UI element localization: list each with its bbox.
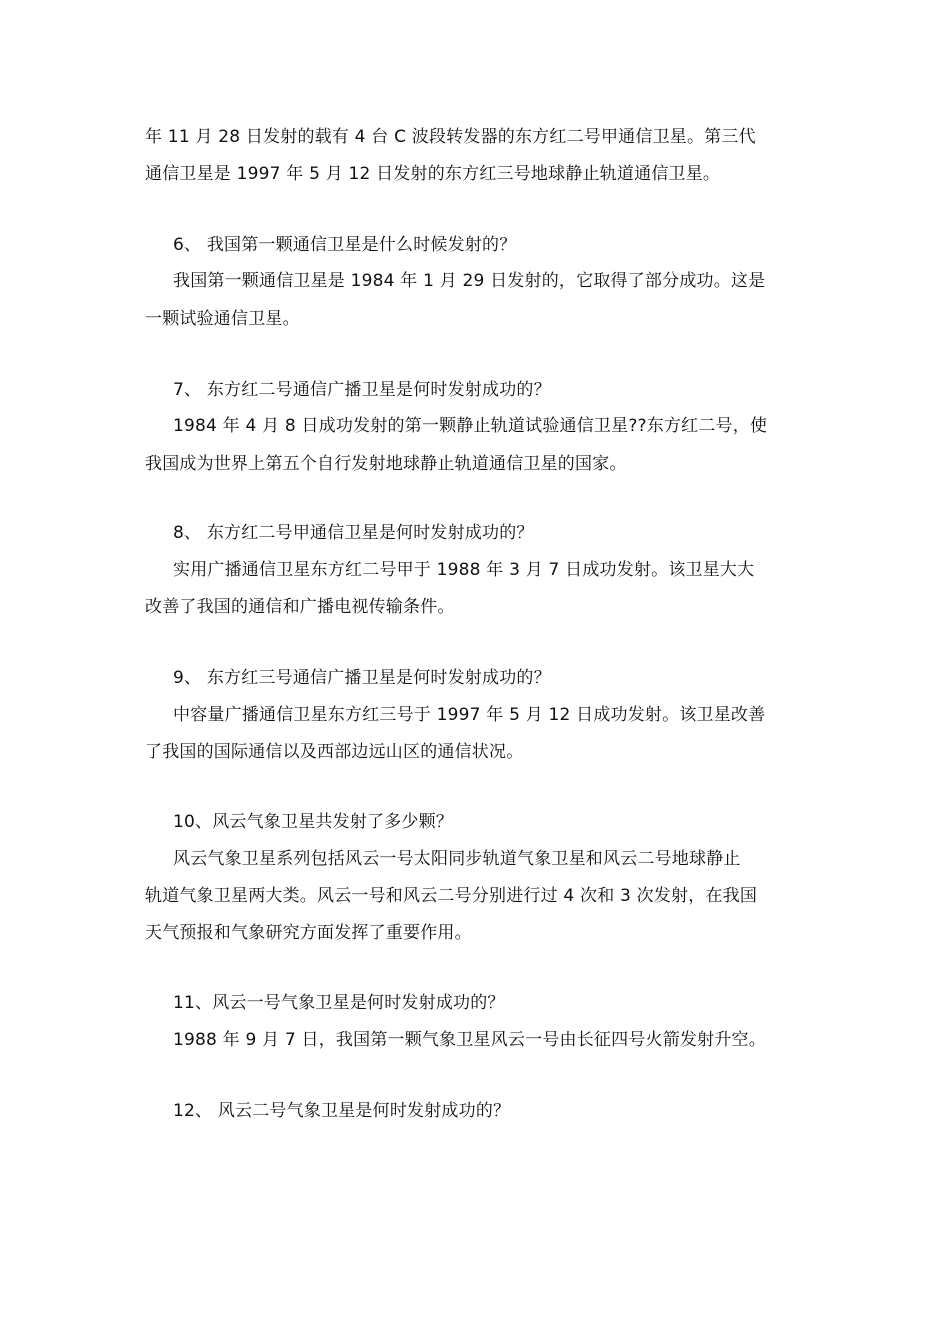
question-10: 10、风云气象卫星共发射了多少颗？ (173, 812, 454, 832)
question-11: 11、风云一号气象卫星是何时发射成功的？ (173, 993, 505, 1013)
answer-8-line-1: 实用广播通信卫星东方红二号甲于 1988 年 3 月 7 日成功发射。该卫星大大 (173, 560, 755, 580)
question-8: 8、 东方红二号甲通信卫星是何时发射成功的？ (173, 523, 534, 543)
question-9: 9、 东方红三号通信广播卫星是何时发射成功的？ (173, 668, 551, 688)
answer-9-line-1: 中容量广播通信卫星东方红三号于 1997 年 5 月 12 日成功发射。该卫星改善 (173, 705, 766, 725)
answer-6-line-1: 我国第一颗通信卫星是 1984 年 1 月 29 日发射的，它取得了部分成功。这是 (173, 271, 766, 291)
intro-line-1: 年 11 月 28 日发射的载有 4 台 C 波段转发器的东方红二号甲通信卫星。第三代 (145, 127, 756, 147)
question-12: 12、 风云二号气象卫星是何时发射成功的？ (173, 1101, 511, 1121)
answer-11-line-1: 1988 年 9 月 7 日，我国第一颗气象卫星风云一号由长征四号火箭发射升空。 (173, 1030, 766, 1050)
answer-10-line-3: 天气预报和气象研究方面发挥了重要作用。 (145, 923, 472, 943)
answer-10-line-1: 风云气象卫星系列包括风云一号太阳同步轨道气象卫星和风云二号地球静止 (173, 849, 741, 869)
answer-7-line-1: 1984 年 4 月 8 日成功发射的第一颗静止轨道试验通信卫星??东方红二号，使 (173, 416, 768, 436)
answer-8-line-2: 改善了我国的通信和广播电视传输条件。 (145, 597, 455, 617)
answer-7-line-2: 我国成为世界上第五个自行发射地球静止轨道通信卫星的国家。 (145, 454, 627, 474)
question-7: 7、 东方红二号通信广播卫星是何时发射成功的？ (173, 380, 551, 400)
answer-9-line-2: 了我国的国际通信以及西部边远山区的通信状况。 (145, 742, 524, 762)
intro-line-2: 通信卫星是 1997 年 5 月 12 日发射的东方红三号地球静止轨道通信卫星。 (145, 164, 721, 184)
question-6: 6、 我国第一颗通信卫星是什么时候发射的？ (173, 235, 517, 255)
answer-6-line-2: 一颗试验通信卫星。 (145, 309, 300, 329)
answer-10-line-2: 轨道气象卫星两大类。风云一号和风云二号分别进行过 4 次和 3 次发射，在我国 (145, 886, 758, 906)
